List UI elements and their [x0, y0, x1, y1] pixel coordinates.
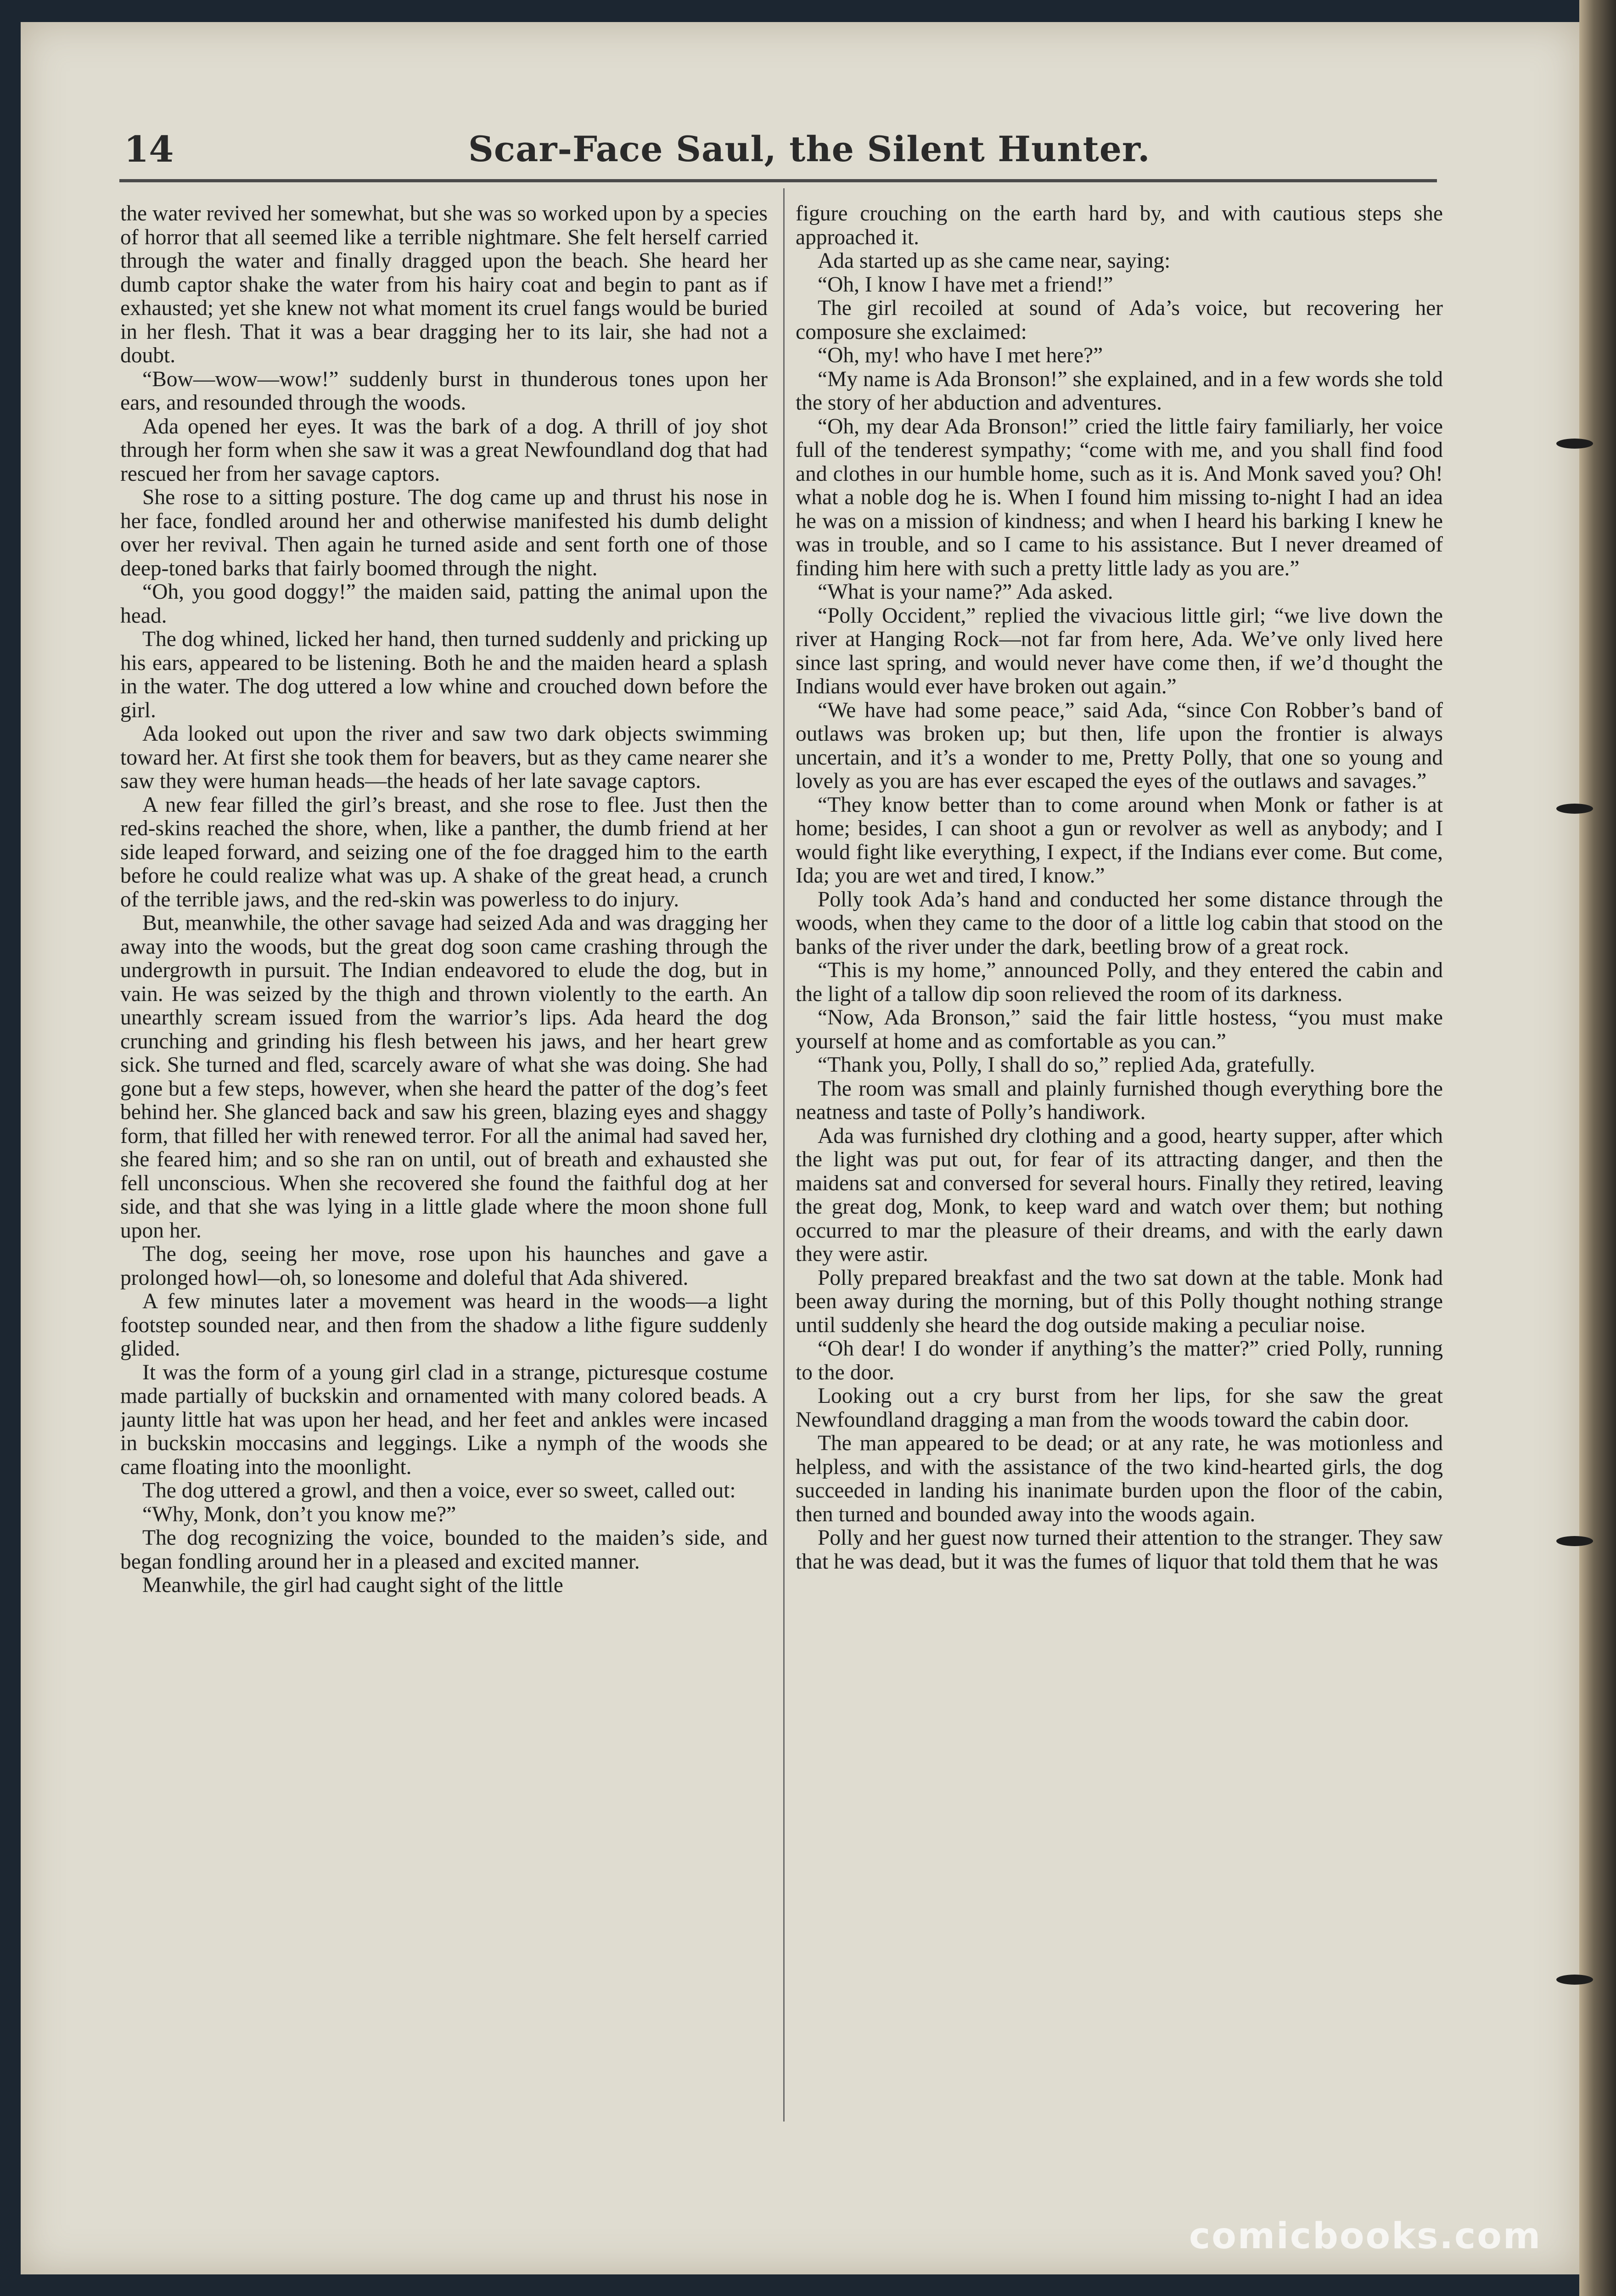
paragraph: “We have had some peace,” said Ada, “since Con Robber’s band of outlaws was broken up; but then, life upon the frontier is always uncertain, and it’s a wonder to me, Pretty Polly, that one so young and lovely as you are has ever escaped the eyes of the outlaws and savages.”: [796, 698, 1443, 793]
binding-stitch: [1556, 1536, 1593, 1546]
paragraph: Polly and her guest now turned their attention to the stranger. They saw that he was dead, but it was the fumes of liquor that told them that he was: [796, 1526, 1443, 1574]
paragraph: “My name is Ada Bronson!” she explained, and in a few words she told the story of her abduction and adventures.: [796, 367, 1443, 415]
paragraph: The dog whined, licked her hand, then turned suddenly and pricking up his ears, appeared to be listening. Both he and the maiden heard a splash in the water. The dog uttered a low whine and crouched down before the girl.: [120, 627, 768, 722]
paragraph: “Oh, you good doggy!” the maiden said, patting the animal upon the head.: [120, 580, 768, 628]
paragraph: “What is your name?” Ada asked.: [818, 580, 1113, 604]
paragraph: “This is my home,” announced Polly, and they entered the cabin and the light of a tallow dip soon relieved the room of its darkness.: [796, 958, 1443, 1006]
paragraph: The dog uttered a growl, and then a voice, ever so sweet, called out:: [142, 1479, 736, 1503]
paragraph: The girl recoiled at sound of Ada’s voice, but recovering her composure she exclaimed:: [796, 296, 1443, 344]
right-text-column: [796, 202, 1443, 2126]
left-text-column: [120, 202, 768, 2126]
paragraph: The dog recognizing the voice, bounded to the maiden’s side, and began fondling around her in a pleased and excited manner.: [120, 1526, 768, 1574]
header-rule: [119, 179, 1437, 182]
paragraph: Ada looked out upon the river and saw two dark objects swimming toward her. At first she took them for beavers, but as they came nearer she saw they were human heads—the heads of her late savage captors.: [120, 722, 768, 793]
paragraph: “Oh, I know I have met a friend!”: [818, 272, 1113, 297]
running-title: Scar-Face Saul, the Silent Hunter.: [468, 129, 1150, 169]
paragraph: Ada opened her eyes. It was the bark of a dog. A thrill of joy shot through her form when she saw it was a great Newfoundland dog that had rescued her from her savage captors.: [120, 414, 768, 486]
paragraph: Meanwhile, the girl had caught sight of the little: [142, 1573, 563, 1597]
paragraph: “They know better than to come around when Monk or father is at home; besides, I can shoot a gun or revolver as well as anybody; and I would fight like everything, I expect, if the Indians ever come. But come, Ida; you are wet and tired, I know.”: [796, 793, 1443, 888]
running-header: [124, 124, 1437, 174]
binding-stitch: [1556, 804, 1593, 814]
paragraph: The room was small and plainly furnished though everything bore the neatness and taste of Polly’s handiwork.: [796, 1076, 1443, 1124]
paragraph: Looking out a cry burst from her lips, for she saw the great Newfoundland dragging a man from the woods toward the cabin door.: [796, 1384, 1443, 1432]
paragraph: Ada was furnished dry clothing and a good, hearty supper, after which the light was put out, for fear of its attracting danger, and then the maidens sat and conversed for several hours. Finally they retired, leaving the great dog, Monk, to keep ward and watch over them; but nothing occurred to mar the pleasure of their dreams, and with the early dawn they were astir.: [796, 1124, 1443, 1266]
paragraph: “Bow—wow—wow!” suddenly burst in thunderous tones upon her ears, and resounded through the woods.: [120, 367, 768, 415]
page-number: 14: [124, 129, 174, 170]
binding-stitch: [1556, 439, 1593, 449]
site-watermark: comicbooks.com: [1189, 2216, 1542, 2257]
paragraph: “Oh, my! who have I met here?”: [818, 343, 1103, 367]
paragraph: the water revived her somewhat, but she was so worked upon by a species of horror that all seemed like a terrible nightmare. She felt herself carried through the water and finally dragged upon the beach. She heard her dumb captor shake the water from his hairy coat and begin to pant as if exhausted; yet she knew not what moment its cruel fangs would be buried in her flesh. That it was a bear dragging her to its lair, she had not a doubt.: [120, 202, 768, 367]
paragraph: figure crouching on the earth hard by, and with cautious steps she approached it.: [796, 202, 1443, 249]
paragraph: “Now, Ada Bronson,” said the fair little hostess, “you must make yourself at home and as comfortable as you can.”: [796, 1006, 1443, 1053]
paragraph: It was the form of a young girl clad in a strange, picturesque costume made partially of buckskin and ornamented with many colored beads. A jaunty little hat was upon her head, and her feet and ankles were incased in buckskin moccasins and leggings. Like a nymph of the woods she came floating into the moonlight.: [120, 1360, 768, 1479]
paragraph: But, meanwhile, the other savage had seized Ada and was dragging her away into the woods, but the great dog soon came crashing through the undergrowth in pursuit. The Indian endeavored to elude the dog, but in vain. He was seized by the thigh and thrown violently to the earth. An unearthly scream issued from the warrior’s lips. Ada heard the dog crunching and grinding his flesh between his jaws, and her heart grew sick. She turned and fled, scarcely aware of what she was doing. She had gone but a few steps, however, when she heard the patter of the dog’s feet behind her. She glanced back and saw his green, blazing eyes and shaggy form, that filled her with renewed terror. For all the animal had saved her, she feared him; and so she ran on until, out of breath and exhausted she fell unconscious. When she recovered she found the faithful dog at her side, and that she was lying in a little glade where the moon shone full upon her.: [120, 911, 768, 1243]
paragraph: “Thank you, Polly, I shall do so,” replied Ada, gratefully.: [818, 1053, 1315, 1077]
paragraph: A new fear filled the girl’s breast, and she rose to flee. Just then the red-skins reached the shore, when, like a panther, the dumb friend at her side leaped forward, and seizing one of the foe dragged him to the earth before he could realize what was up. A shake of the great head, a crunch of the terrible jaws, and the red-skin was powerless to do injury.: [120, 793, 768, 912]
paragraph: She rose to a sitting posture. The dog came up and thrust his nose in her face, fondled around her and otherwise manifested his dumb delight over her revival. Then again he turned aside and sent forth one of those deep-toned barks that fairly boomed through the night.: [120, 485, 768, 580]
page-binding-edge: [1579, 0, 1616, 2296]
paragraph: Polly prepared breakfast and the two sat down at the table. Monk had been away during the morning, but of this Polly thought nothing strange until suddenly she heard the dog outside making a peculiar noise.: [796, 1266, 1443, 1337]
paragraph: “Oh, my dear Ada Bronson!” cried the little fairy familiarly, her voice full of the tenderest sympathy; “come with me, and you shall find food and clothes in our humble home, such as it is. And Monk saved you? Oh! what a noble dog he is. When I found him missing to-night I had an idea he was on a mission of kindness; and when I heard his barking I knew he was in trouble, and so I came to his assistance. But I never dreamed of finding him here with such a pretty little lady as you are.”: [796, 414, 1443, 580]
column-divider: [783, 188, 785, 2122]
binding-stitch: [1556, 1975, 1593, 1985]
paragraph: “Polly Occident,” replied the vivacious little girl; “we live down the river at Hanging Rock—not far from here, Ada. We’ve only lived here since last spring, and would never have come then, if we’d thought the Indians would ever have broken out again.”: [796, 603, 1443, 698]
paragraph: “Oh dear! I do wonder if anything’s the matter?” cried Polly, running to the door.: [796, 1337, 1443, 1384]
paragraph: The dog, seeing her move, rose upon his haunches and gave a prolonged howl—oh, so lonesome and doleful that Ada shivered.: [120, 1242, 768, 1290]
paragraph: “Why, Monk, don’t you know me?”: [142, 1502, 456, 1526]
paragraph: Ada started up as she came near, saying:: [818, 249, 1171, 273]
paragraph: Polly took Ada’s hand and conducted her some distance through the woods, when they came to the door of a little log cabin that stood on the banks of the river under the dark, beetling brow of a great rock.: [796, 887, 1443, 959]
paragraph: A few minutes later a movement was heard in the woods—a light footstep sounded near, and then from the shadow a lithe figure suddenly glided.: [120, 1289, 768, 1361]
paragraph: The man appeared to be dead; or at any rate, he was motionless and helpless, and with the assistance of the two kind-hearted girls, the dog succeeded in landing his inanimate burden upon the floor of the cabin, then turned and bounded away into the woods again.: [796, 1431, 1443, 1526]
